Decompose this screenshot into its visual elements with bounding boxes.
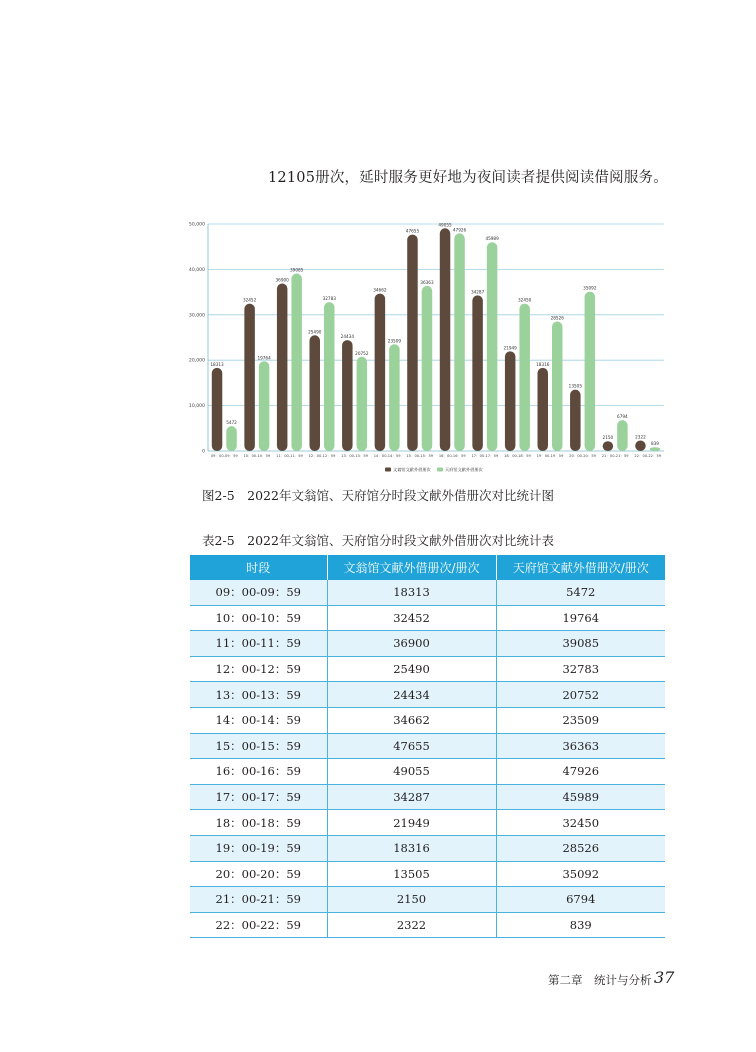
bar-wenweng [407,235,418,451]
table-row [190,605,665,631]
data-label: 6794 [617,414,628,420]
bar-wenweng [310,335,321,451]
bar-wenweng [375,294,386,451]
data-label: 23509 [387,338,402,344]
data-label: 47926 [452,227,467,233]
cell-time-period: 19：00-19：59 [190,835,327,861]
data-label: 21949 [503,345,517,351]
bar-tianfu [617,420,628,451]
table-row [190,810,665,836]
table-row [190,835,665,861]
cell-wenweng: 24434 [327,682,496,708]
bar-wenweng [277,283,288,451]
table-row [190,707,665,733]
data-label: 39085 [290,267,304,273]
bar-tianfu [226,426,237,451]
data-label: 35092 [583,285,597,291]
cell-wenweng: 18313 [327,580,496,605]
legend-swatch [437,468,443,472]
cell-time-period: 09：00-09：59 [190,580,327,605]
figure-caption: 图2-5 2022年文翁馆、天府馆分时段文献外借册次对比统计图 [202,488,554,503]
data-label: 45989 [485,236,499,242]
cell-wenweng: 49055 [327,759,496,785]
cell-time-period: 22：00-22：59 [190,912,327,938]
chapter-footer: 第二章 统计与分析 [548,973,652,987]
header-wenweng: 文翁馆文献外借册次/册次 [327,555,496,580]
data-label: 19764 [257,355,271,361]
chart-svg [180,212,670,482]
table-row [190,784,665,810]
bar-tianfu [291,274,302,451]
x-tick-label: 20：00-20：59 [569,454,596,458]
data-label: 2322 [635,434,646,440]
cell-wenweng: 34287 [327,784,496,810]
legend-label: 文翁馆文献外借册次 [393,467,431,472]
y-tick-label: 30,000 [188,313,205,319]
cell-time-period: 10：00-10：59 [190,605,327,631]
legend-label: 天府馆文献外借册次 [445,467,483,472]
cell-wenweng: 18316 [327,835,496,861]
data-label: 24434 [340,334,354,340]
cell-tianfu: 32783 [496,656,665,682]
bar-wenweng [538,368,549,451]
cell-tianfu: 5472 [496,580,665,605]
cell-tianfu: 23509 [496,707,665,733]
x-tick-label: 18：00-18：59 [504,454,531,458]
borrowing-table [190,555,665,938]
x-tick-label: 12：00-12：59 [308,454,336,458]
x-tick-label: 22：00-22：59 [634,454,662,458]
data-label: 47655 [405,228,420,234]
table-row [190,631,665,657]
bar-tianfu [422,286,433,451]
cell-time-period: 11：00-11：59 [190,631,327,657]
x-tick-label: 10：00-10：59 [243,454,271,458]
legend-swatch [385,468,391,472]
table-header-row [190,555,665,580]
bar-tianfu [389,344,400,451]
table-caption: 表2-5 2022年文翁馆、天府馆分时段文献外借册次对比统计表 [202,533,554,548]
cell-tianfu: 35092 [496,861,665,887]
cell-time-period: 12：00-12：59 [190,656,327,682]
table-row [190,682,665,708]
x-tick-label: 17：00-17：59 [471,454,499,458]
cell-wenweng: 34662 [327,707,496,733]
bar-wenweng [570,390,581,451]
table-row [190,912,665,938]
header-tianfu: 天府馆文献外借册次/册次 [496,555,665,580]
bar-wenweng [505,351,516,451]
bar-wenweng [212,368,222,451]
data-label: 49055 [438,222,452,228]
cell-time-period: 17：00-17：59 [190,784,327,810]
table-row [190,887,665,913]
bar-tianfu [519,304,530,451]
bar-tianfu [357,357,368,451]
x-tick-label: 19：00-19：59 [536,454,564,458]
cell-time-period: 20：00-20：59 [190,861,327,887]
data-label: 18316 [536,361,550,367]
cell-tianfu: 32450 [496,810,665,836]
bar-wenweng [603,441,614,451]
table-row [190,759,665,785]
cell-wenweng: 2322 [327,912,496,938]
data-label: 839 [650,441,659,447]
cell-tianfu: 6794 [496,887,665,913]
intro-paragraph: 12105册次，延时服务更好地为夜间读者提供阅读借阅服务。 [268,170,668,186]
data-label: 2150 [602,435,614,441]
cell-tianfu: 28526 [496,835,665,861]
y-tick-label: 20,000 [188,358,205,364]
bar-wenweng [244,304,255,451]
bar-wenweng [440,228,451,451]
data-label: 28526 [550,315,564,321]
bar-wenweng [342,340,353,451]
cell-time-period: 21：00-21：59 [190,887,327,913]
data-label: 34662 [373,287,387,293]
cell-time-period: 15：00-15：59 [190,733,327,759]
cell-wenweng: 21949 [327,810,496,836]
data-label: 34287 [470,289,485,295]
cell-time-period: 13：00-13：59 [190,682,327,708]
x-tick-label: 16：00-16：59 [438,454,466,458]
table-row [190,861,665,887]
cell-wenweng: 25490 [327,656,496,682]
bar-tianfu [259,361,270,451]
bar-tianfu [487,242,498,451]
table-row [190,656,665,682]
cell-wenweng: 13505 [327,861,496,887]
cell-wenweng: 2150 [327,887,496,913]
bar-tianfu [454,233,465,451]
cell-time-period: 18：00-18：59 [190,810,327,836]
cell-tianfu: 19764 [496,605,665,631]
cell-time-period: 14：00-14：59 [190,707,327,733]
cell-wenweng: 36900 [327,631,496,657]
x-tick-label: 21：00-21：59 [601,454,629,458]
bar-tianfu [324,302,335,451]
data-label: 18313 [210,361,224,367]
x-tick-label: 09：00-09：59 [210,454,238,458]
data-label: 20752 [355,350,369,356]
header-time-period: 时段 [190,555,327,580]
bar-tianfu [585,292,596,451]
cell-wenweng: 47655 [327,733,496,759]
data-label: 25490 [308,329,322,335]
data-label: 36363 [420,279,434,285]
y-tick-label: 40,000 [188,267,205,273]
cell-tianfu: 47926 [496,759,665,785]
bar-wenweng [635,440,646,451]
x-tick-label: 13：00-13：59 [341,454,368,458]
data-label: 5472 [226,420,237,426]
cell-tianfu: 45989 [496,784,665,810]
cell-tianfu: 20752 [496,682,665,708]
data-label: 32783 [322,296,336,302]
x-tick-label: 15：00-15：59 [406,454,434,458]
table-body [190,580,665,938]
data-label: 32452 [242,297,257,303]
data-label: 32450 [518,297,532,303]
y-tick-label: 50,000 [188,222,205,228]
cell-tianfu: 39085 [496,631,665,657]
cell-tianfu: 839 [496,912,665,938]
cell-tianfu: 36363 [496,733,665,759]
data-label: 13505 [568,383,582,389]
cell-time-period: 16：00-16：59 [190,759,327,785]
borrowing-comparison-chart [180,212,670,482]
bar-wenweng [472,295,483,451]
bar-tianfu [650,447,661,451]
table-row [190,733,665,759]
bar-tianfu [552,321,563,451]
y-tick-label: 0 [202,449,205,455]
data-label: 36900 [275,277,289,283]
table-row [190,580,665,605]
x-tick-label: 11：00-11：59 [276,454,303,458]
page-number: 37 [654,968,675,987]
x-tick-label: 14：00-14：59 [373,454,401,458]
y-tick-label: 10,000 [188,404,205,410]
cell-wenweng: 32452 [327,605,496,631]
